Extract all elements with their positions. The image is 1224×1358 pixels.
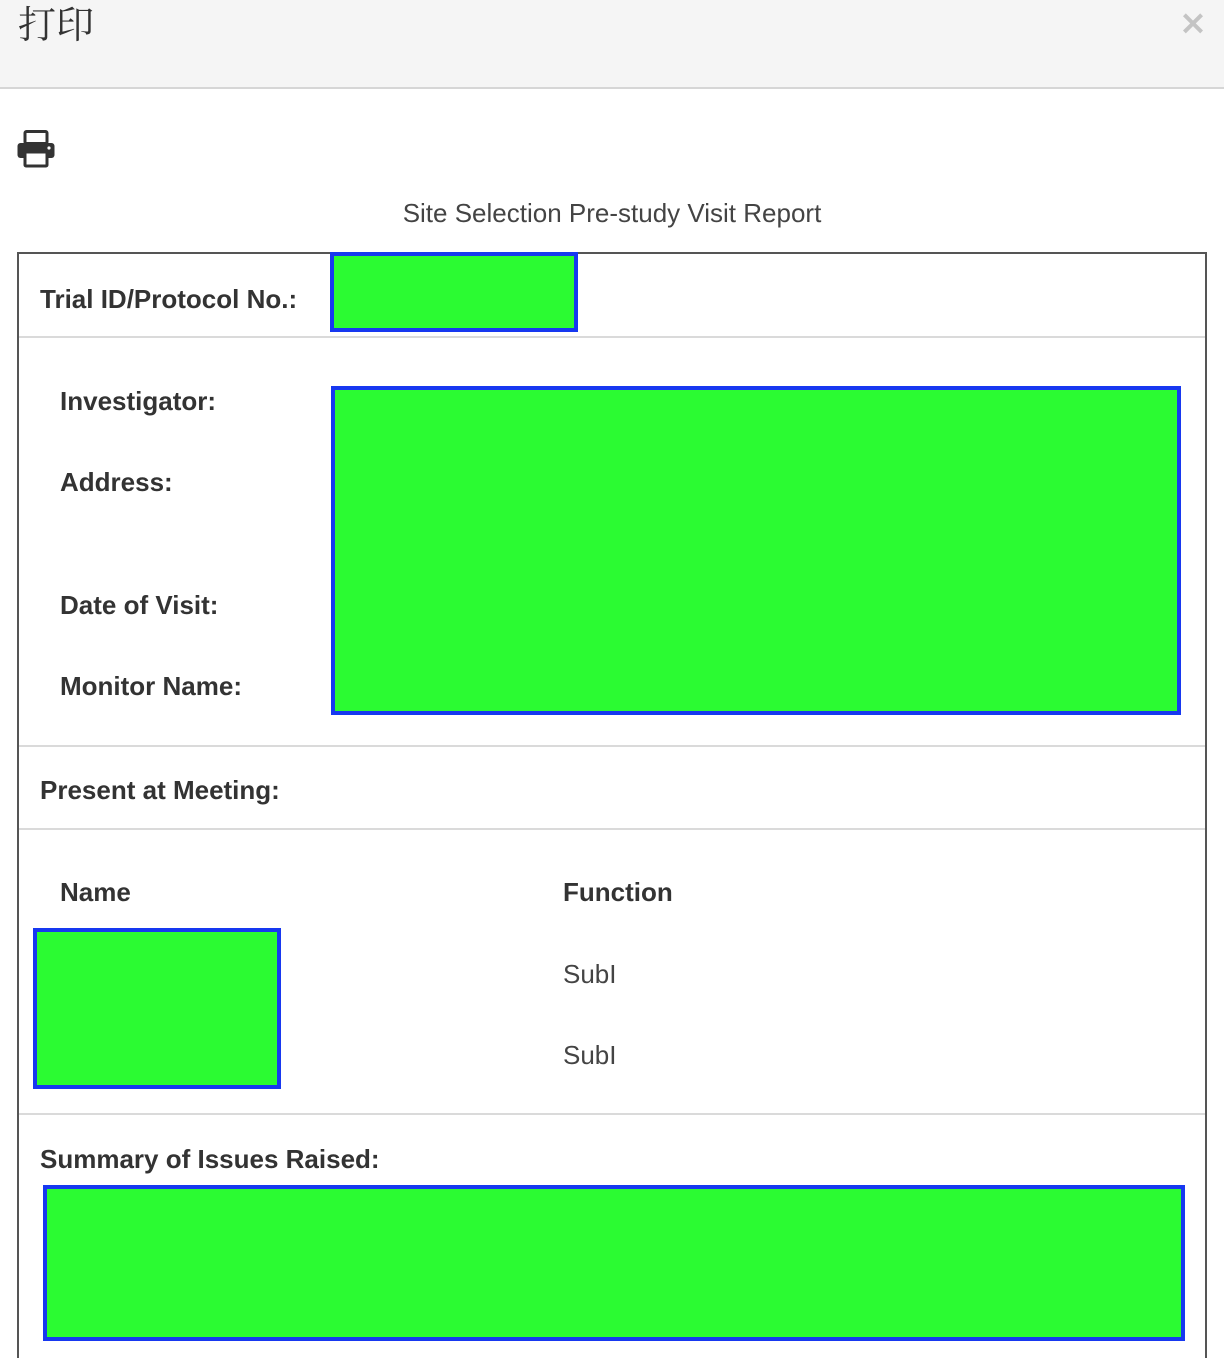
section-divider [19,828,1205,830]
date-of-visit-label: Date of Visit: [60,590,219,620]
modal-title: 打印 [18,3,95,47]
attendee-function: SubI [563,959,617,989]
name-column-header: Name [60,877,131,907]
modal-header [0,0,1224,89]
close-button[interactable]: × [1178,3,1208,43]
redacted-visit-details [331,386,1181,715]
report-frame [17,252,1207,1358]
redacted-summary [43,1185,1185,1341]
monitor-name-label: Monitor Name: [60,671,242,701]
address-label: Address: [60,467,173,497]
redacted-trial-id [330,252,578,332]
trial-id-label: Trial ID/Protocol No.: [40,284,298,314]
present-at-meeting-label: Present at Meeting: [40,775,280,805]
function-column-header: Function [563,877,673,907]
investigator-label: Investigator: [60,386,217,416]
report-title: Site Selection Pre-study Visit Report [402,198,822,228]
section-divider [19,1113,1205,1115]
print-button[interactable] [16,130,56,168]
attendee-function: SubI [563,1040,617,1070]
redacted-attendee-names [33,928,281,1089]
section-divider [19,336,1205,338]
section-divider [19,745,1205,747]
summary-of-issues-label: Summary of Issues Raised: [40,1144,380,1174]
printer-icon [16,130,56,168]
